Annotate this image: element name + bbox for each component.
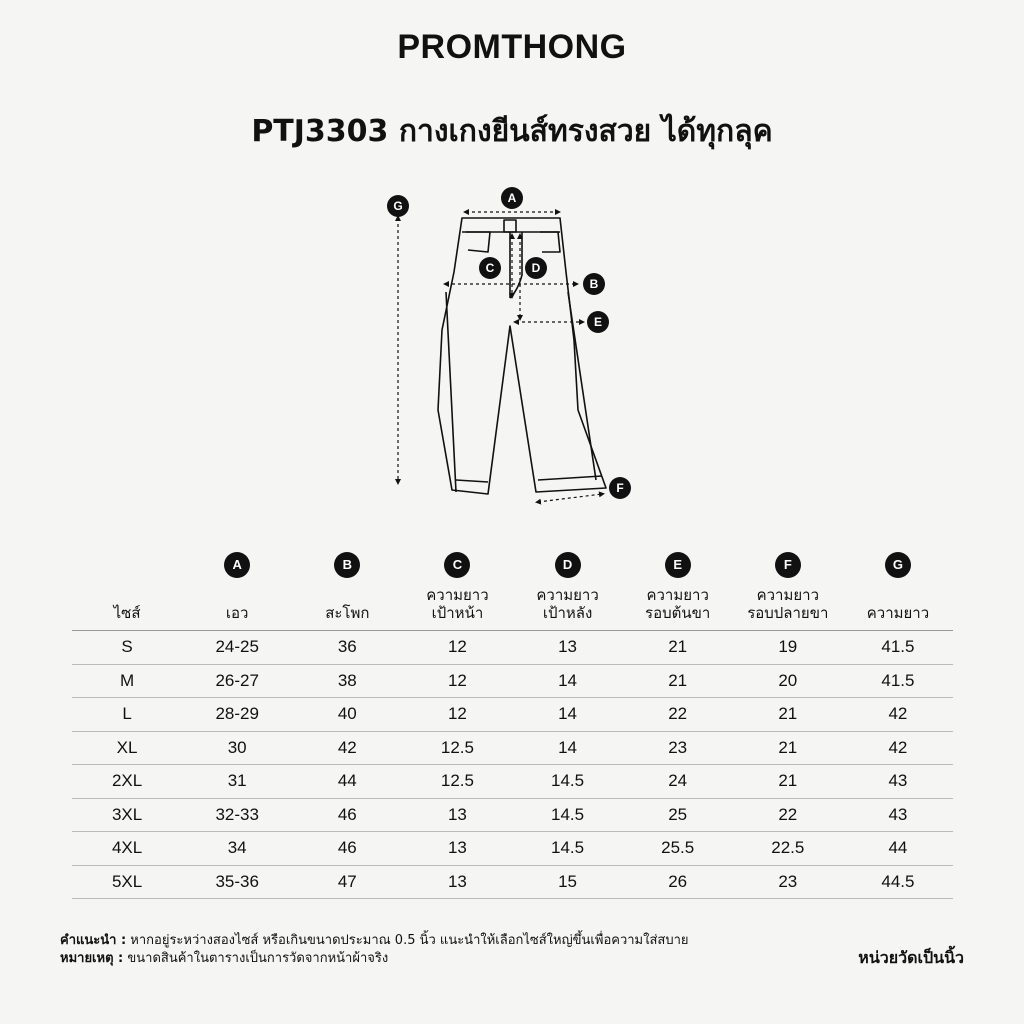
measurement-cell: 21	[668, 670, 688, 690]
column-badge: C	[444, 552, 470, 578]
measurement-cell: 14	[558, 670, 578, 690]
measurement-cell: 47	[337, 871, 357, 891]
measurement-cell: 42	[337, 737, 357, 757]
table-header-row	[72, 548, 953, 631]
measurement-cell: 43	[888, 804, 908, 824]
measurement-cell: 36	[337, 637, 357, 657]
measurement-cell: 43	[888, 771, 908, 791]
measurement-cell: 42	[888, 704, 908, 724]
measurement-cell: 26	[668, 871, 688, 891]
measurement-cell: 30	[227, 737, 247, 757]
measurement-cell: 31	[227, 771, 247, 791]
jeans-measurement-diagram	[370, 180, 650, 510]
column-label-line2: รอบปลายขา	[747, 604, 829, 622]
column-label: เอว	[225, 604, 249, 622]
measurement-cell: 26-27	[215, 670, 259, 690]
svg-text:A: A	[507, 191, 517, 205]
size-chart-table	[72, 548, 953, 899]
measurement-cell: 14.5	[551, 804, 585, 824]
column-label-line2: เป้าหลัง	[542, 604, 593, 622]
measurement-cell: 46	[337, 804, 357, 824]
table-row	[72, 731, 953, 765]
measurement-cell: 13	[447, 804, 467, 824]
measurement-cell: 20	[778, 670, 798, 690]
measurement-cell: 14.5	[551, 771, 585, 791]
svg-text:F: F	[616, 481, 624, 495]
size-cell: XL	[116, 737, 138, 757]
measurement-cell: 38	[337, 670, 357, 690]
column-label: ความยาว	[646, 586, 709, 604]
column-badge: G	[885, 552, 911, 578]
size-cell: 2XL	[111, 771, 143, 791]
column-badge: E	[665, 552, 691, 578]
column-header	[402, 548, 512, 631]
size-cell: 3XL	[111, 804, 143, 824]
measurement-cell: 35-36	[215, 871, 259, 891]
measurement-cell: 25.5	[661, 838, 695, 858]
size-cell: 5XL	[111, 871, 143, 891]
column-label: ความยาว	[536, 586, 599, 604]
table-row	[72, 865, 953, 899]
measurement-cell: 42	[888, 737, 908, 757]
measurement-cell: 12	[447, 637, 467, 657]
column-header	[623, 548, 733, 631]
size-cell: S	[121, 637, 133, 657]
measurement-cell: 12.5	[440, 737, 474, 757]
notes	[60, 932, 689, 968]
measurement-cell: 28-29	[215, 704, 259, 724]
measurement-cell: 12.5	[440, 771, 474, 791]
measurement-cell: 23	[668, 737, 688, 757]
column-header	[182, 548, 292, 631]
measurement-cell: 21	[778, 704, 798, 724]
table-row	[72, 798, 953, 832]
measurement-cell: 22	[668, 704, 688, 724]
advice-note: คำแนะนำ : หากอยู่ระหว่างสองไซส์ หรือเกินขนาดประมาณ 0.5 นิ้ว แนะนำให้เลือกไซส์ใหญ่ขึ้นเพื่อความใส่สบาย	[60, 933, 689, 948]
column-header	[513, 548, 623, 631]
measurement-cell: 12	[447, 670, 467, 690]
measurement-cell: 13	[447, 838, 467, 858]
column-badge: B	[334, 552, 360, 578]
measurement-cell: 41.5	[881, 637, 915, 657]
column-label: ความยาว	[756, 586, 819, 604]
measurement-cell: 14	[558, 704, 578, 724]
measurement-cell: 21	[778, 737, 798, 757]
column-header	[733, 548, 843, 631]
measurement-cell: 14	[558, 737, 578, 757]
table-row	[72, 631, 953, 665]
column-label-line2: รอบต้นขา	[645, 604, 711, 622]
measurement-cell: 41.5	[881, 670, 915, 690]
measurement-cell: 21	[778, 771, 798, 791]
unit-note: หน่วยวัดเป็นนิ้ว	[858, 948, 964, 967]
measurement-cell: 40	[337, 704, 357, 724]
size-cell: L	[122, 704, 132, 724]
measurement-cell: 22.5	[771, 838, 805, 858]
page-title: PTJ3303 กางเกงยีนส์ทรงสวย ได้ทุกลุค	[251, 114, 773, 149]
measurement-cell: 12	[447, 704, 467, 724]
svg-text:E: E	[593, 315, 603, 329]
measurement-cell: 25	[668, 804, 688, 824]
column-header	[72, 548, 182, 631]
column-badge: F	[775, 552, 801, 578]
measurement-cell: 23	[778, 871, 798, 891]
measurement-cell: 15	[558, 871, 578, 891]
table-row	[72, 765, 953, 799]
measurement-cell: 44	[888, 838, 908, 858]
column-header	[292, 548, 402, 631]
column-badge: A	[224, 552, 250, 578]
measurement-cell: 34	[227, 838, 247, 858]
column-label: สะโพก	[325, 604, 370, 622]
measurement-cell: 21	[668, 637, 688, 657]
column-label-line2: เป้าหน้า	[431, 604, 484, 622]
brand-logo: PROMTHONG	[397, 28, 627, 66]
measurement-cell: 14.5	[551, 838, 585, 858]
measurement-cell: 32-33	[215, 804, 259, 824]
column-label: ความยาว	[866, 604, 930, 622]
measurement-cell: 13	[558, 637, 578, 657]
table-row	[72, 698, 953, 732]
table-row	[72, 832, 953, 866]
svg-text:B: B	[589, 277, 599, 291]
measurement-cell: 44	[337, 771, 357, 791]
measurement-cell: 19	[778, 637, 798, 657]
column-label: ไซส์	[113, 604, 141, 622]
column-label: ความยาว	[426, 586, 489, 604]
column-header	[843, 548, 953, 631]
svg-text:G: G	[393, 199, 403, 213]
remark-note: หมายเหตุ : ขนาดสินค้าในตารางเป็นการวัดจากหน้าผ้าจริง	[60, 951, 389, 966]
size-cell: 4XL	[111, 838, 143, 858]
measurement-cell: 46	[337, 838, 357, 858]
column-badge: D	[555, 552, 581, 578]
measurement-cell: 44.5	[881, 871, 915, 891]
measurement-cell: 24	[668, 771, 688, 791]
svg-text:D: D	[531, 261, 541, 275]
measurement-cell: 13	[447, 871, 467, 891]
svg-text:C: C	[485, 261, 495, 275]
measurement-cell: 24-25	[215, 637, 259, 657]
size-cell: M	[119, 670, 135, 690]
table-row	[72, 664, 953, 698]
measurement-cell: 22	[778, 804, 798, 824]
